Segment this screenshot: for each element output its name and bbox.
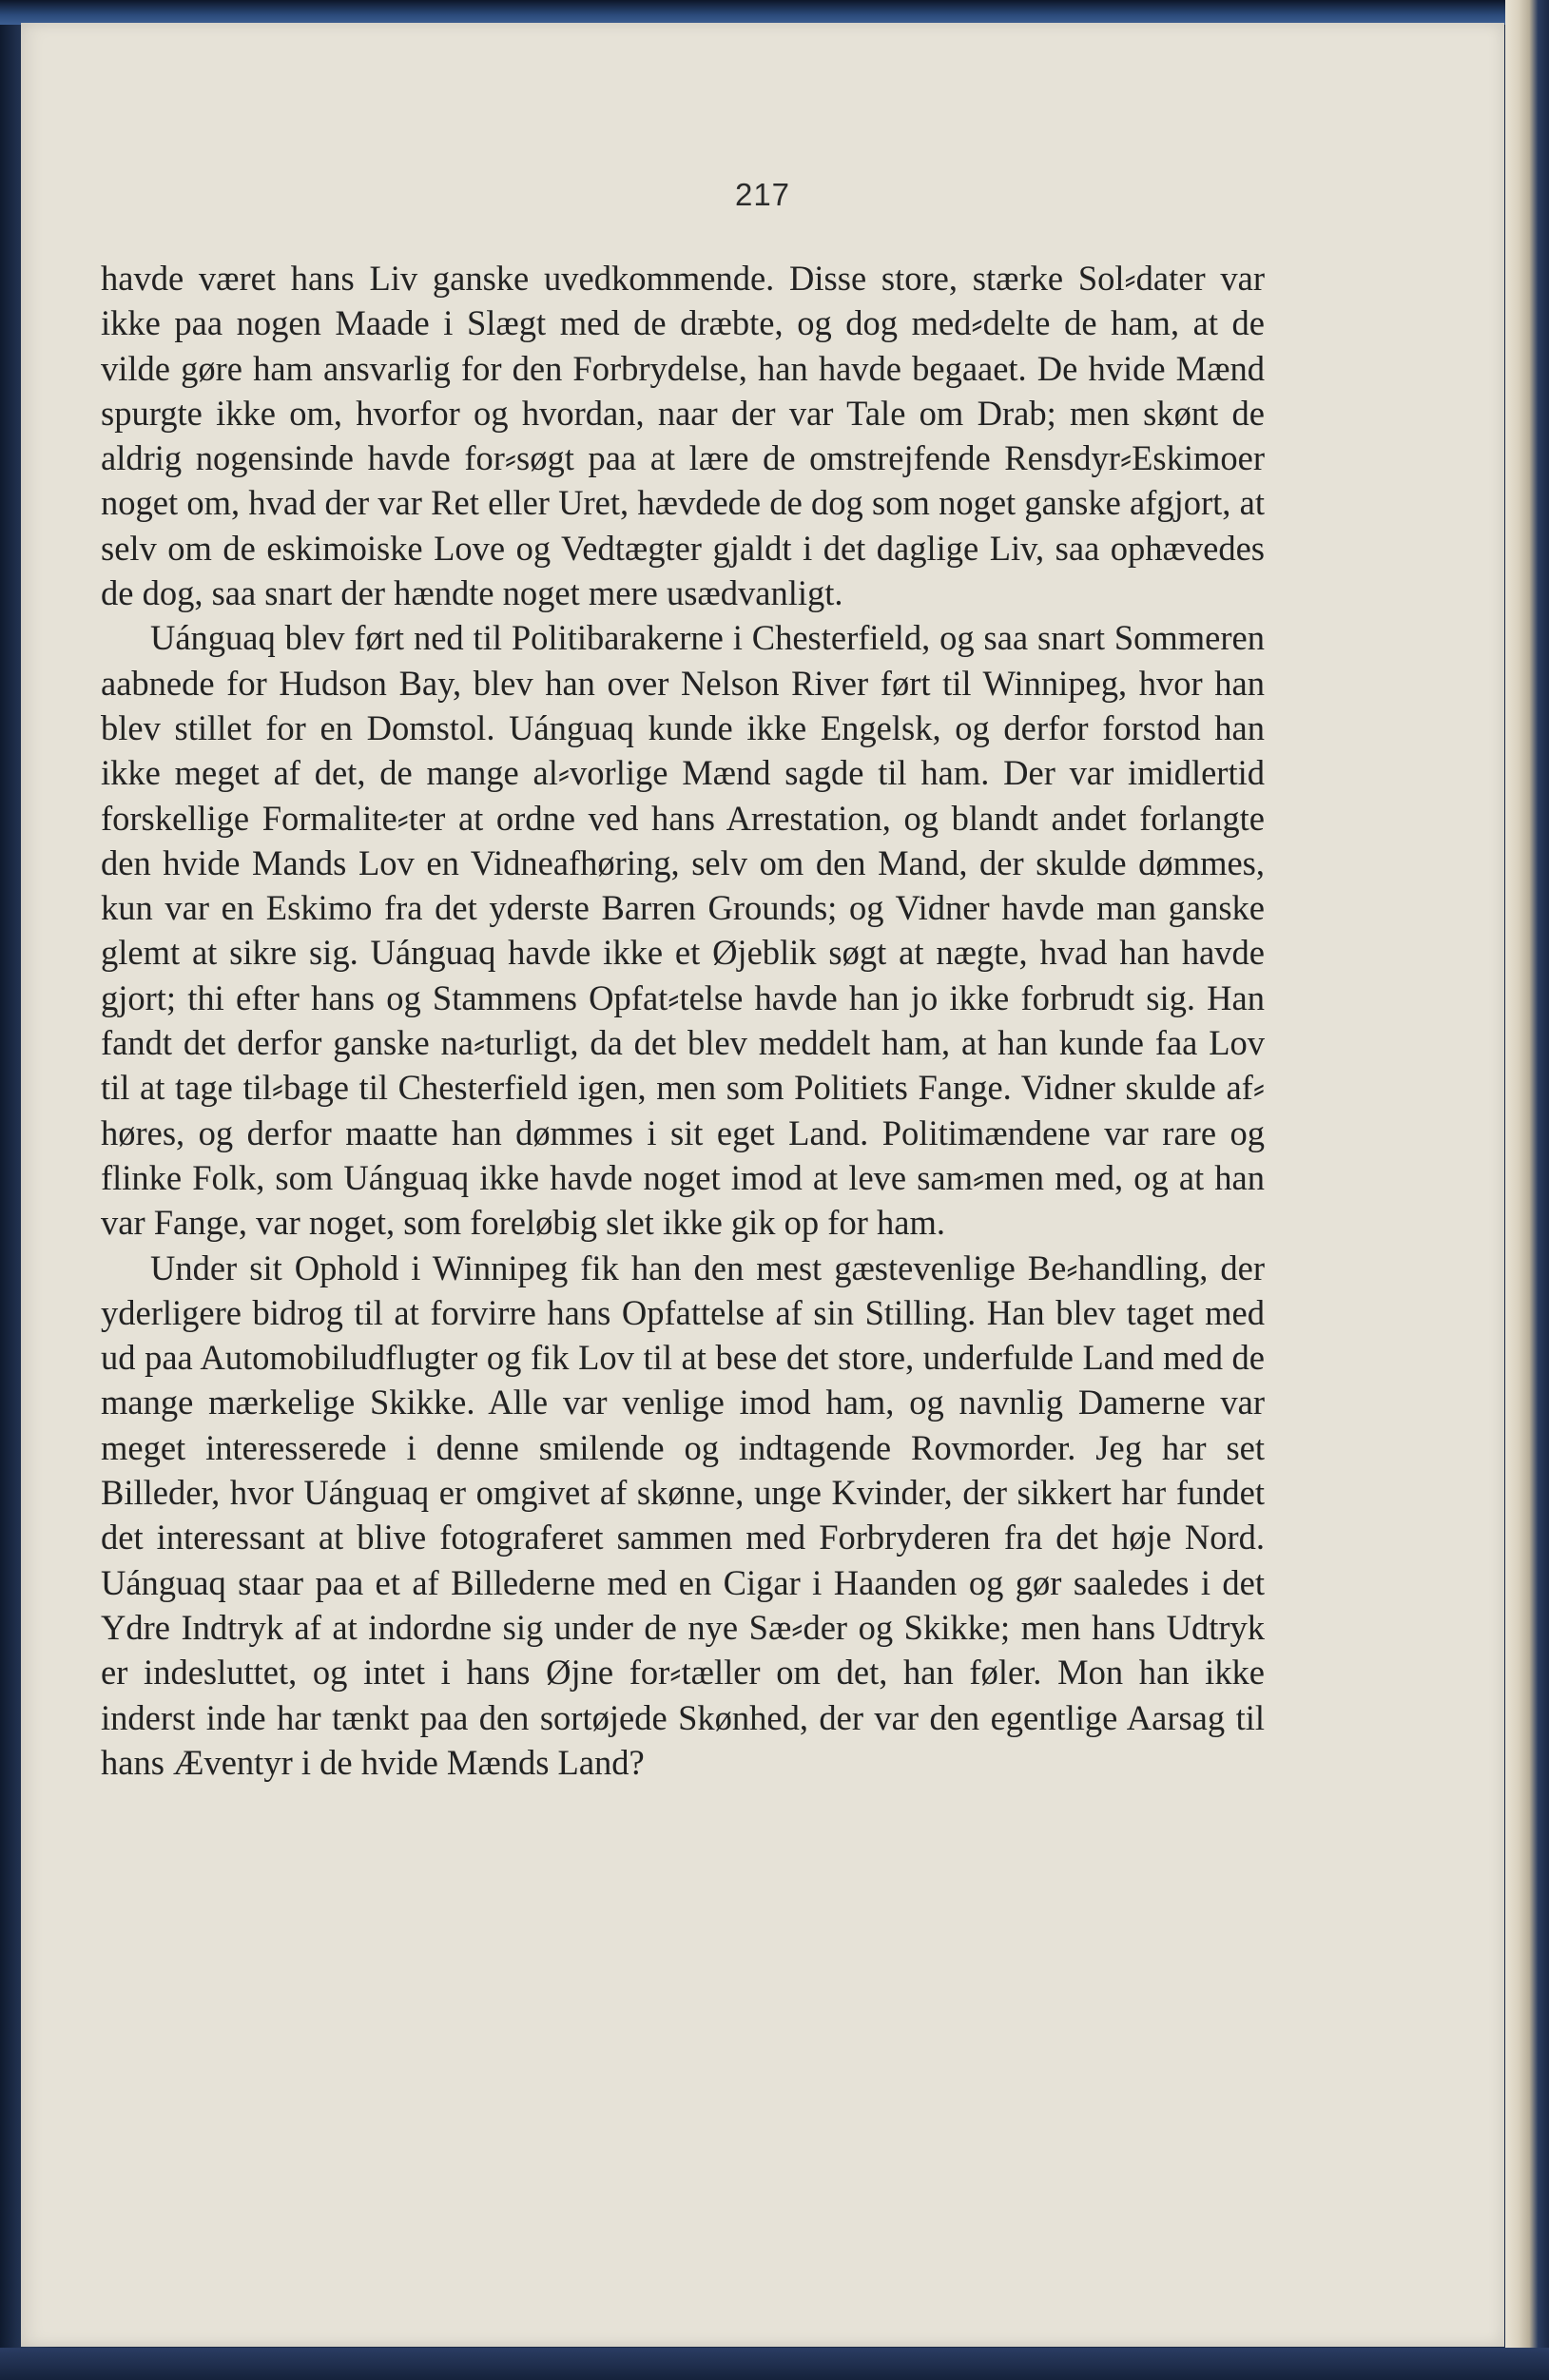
book-cover-edge-bottom bbox=[0, 2348, 1549, 2380]
body-text bbox=[101, 256, 1265, 1785]
paragraph-2: Uánguaq blev ført ned til Politibarakerne i Chesterfield, og saa snart Sommeren aabnede for Hudson Bay, blev han over Nelson River ført til Winnipeg, hvor han blev stillet for en Domstol. Uánguaq kunde ikke Engelsk, og derfor forstod han ikke meget af det, de mange al⸗vorlige Mænd sagde til ham. Der var imidlertid forskellige Formalite⸗ter at ordne ved hans Arrestation, og blandt andet forlangte den hvide Mands Lov en Vidneafhøring, selv om den Mand, der skulde dømmes, kun var en Eskimo fra det yderste Barren Grounds; og Vidner havde man ganske glemt at sikre sig. Uánguaq havde ikke et Øjeblik søgt at nægte, hvad han havde gjort; thi efter hans og Stammens Opfat⸗telse havde han jo ikke forbrudt sig. Han fandt det derfor ganske na⸗turligt, da det blev meddelt ham, at han kunde faa Lov til at tage til⸗bage til Chesterfield igen, men som Politiets Fange. Vidner skulde af⸗høres, og derfor maatte han dømmes i sit eget Land. Politimændene var rare og flinke Folk, som Uánguaq ikke havde noget imod at leve sam⸗men med, og at han var Fange, var noget, som foreløbig slet ikke gik op for ham. bbox=[101, 618, 1265, 1243]
book-spine-edge-right bbox=[1505, 0, 1549, 2380]
page-number: 217 bbox=[734, 177, 791, 212]
paragraph-3: Under sit Ophold i Winnipeg fik han den mest gæstevenlige Be⸗handling, der yderligere bidrog til at forvirre hans Opfattelse af sin Stilling. Han blev taget med ud paa Automobiludflugter og fik Lov til at bese det store, underfulde Land med de mange mærkelige Skikke. Alle var venlige imod ham, og navnlig Damerne var meget interesserede i denne smilende og indtagende Rovmorder. Jeg har set Billeder, hvor Uánguaq er omgivet af skønne, unge Kvinder, der sikkert har fundet det interessant at blive fotograferet sammen med Forbryderen fra det høje Nord. Uánguaq staar paa et af Billederne med en Cigar i Haanden og gør saaledes i det Ydre Indtryk af at indordne sig under de nye Sæ⸗der og Skikke; men hans Udtryk er indesluttet, og intet i hans Øjne for⸗tæller om det, han føler. Mon han ikke inderst inde har tænkt paa den sortøjede Skønhed, der var den egentlige Aarsag til hans Æventyr i de hvide Mænds Land? bbox=[101, 1248, 1265, 1782]
paper-page bbox=[21, 23, 1504, 2347]
paragraph-1: havde været hans Liv ganske uvedkommende. Disse store, stærke Sol⸗dater var ikke paa nogen Maade i Slægt med de dræbte, og dog med⸗delte de ham, at de vilde gøre ham ansvarlig for den Forbrydelse, han havde begaaet. De hvide Mænd spurgte ikke om, hvorfor og hvordan, naar der var Tale om Drab; men skønt de aldrig nogensinde havde for⸗søgt paa at lære de omstrejfende Rensdyr⸗Eskimoer noget om, hvad der var Ret eller Uret, hævdede de dog som noget ganske afgjort, at selv om de eskimoiske Love og Vedtægter gjaldt i det daglige Liv, saa ophævedes de dog, saa snart der hændte noget mere usædvanligt. bbox=[101, 259, 1265, 613]
book-cover-edge-top bbox=[0, 0, 1549, 25]
